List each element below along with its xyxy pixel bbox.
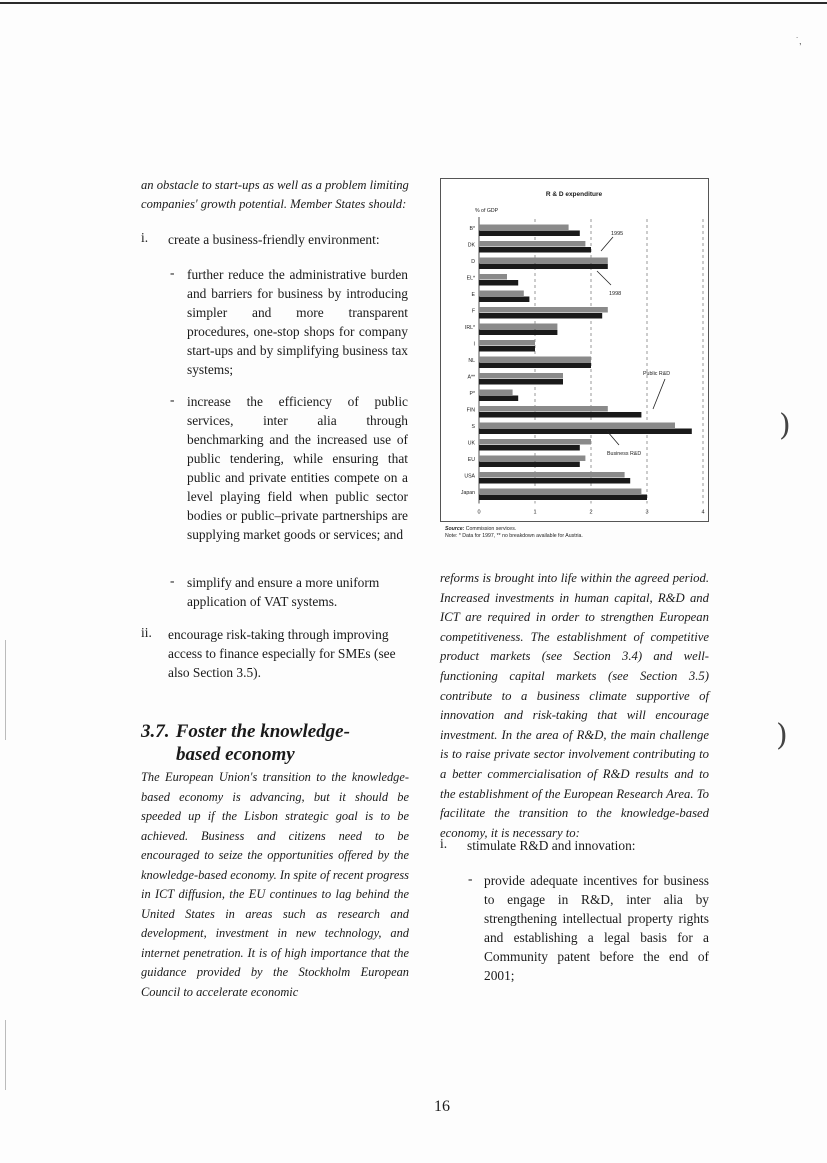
category-label: USA (464, 473, 475, 480)
bar-1995 (479, 307, 608, 313)
x-tick-label: 4 (701, 509, 705, 516)
list-label: ii. (141, 625, 152, 640)
bar-1998 (479, 297, 529, 303)
bar-1998 (479, 247, 591, 253)
chart-title: R & D expenditure (545, 191, 603, 198)
chart-source (445, 526, 583, 540)
section-title-line1: Foster the knowledge- (175, 721, 350, 742)
category-label: DK (467, 242, 475, 249)
dash-bullet: - (468, 871, 473, 886)
source-label: Source: (445, 526, 465, 532)
category-label: EU (467, 457, 475, 463)
x-tick-label: 1 (533, 509, 537, 516)
category-label: F (471, 308, 475, 315)
annotation-business-rd: Business R&D (607, 451, 642, 457)
list-label: i. (440, 836, 448, 851)
section-number: 3.7. (141, 721, 170, 742)
category-label: I (473, 341, 475, 348)
category-label: E (471, 292, 475, 298)
chart (440, 178, 709, 522)
subitem-3: simplify and ensure a more uniform application of VAT systems. (187, 575, 380, 609)
chart-note: Note: * Data for 1997, ** no breakdown available for Austria. (445, 533, 583, 539)
bar-1995 (479, 225, 569, 231)
category-label: D (471, 259, 475, 265)
chart-ylabel: % of GDP (475, 208, 499, 214)
subitem-2: increase the efficiency of public services, inter alia through benchmarking and the increased use of public tendering, while ensuring that public and private entities compete on a level playing field when public sector bodies or public–private partnerships are supplying market goods or services; and (187, 394, 408, 542)
bar-1995 (479, 241, 585, 247)
arrow-1995 (601, 237, 613, 251)
scan-mark: ˙, (796, 36, 802, 46)
bar-1995 (479, 291, 524, 297)
category-label: EL* (466, 275, 475, 282)
bar-1998 (479, 264, 608, 270)
bar-1995 (479, 406, 608, 412)
page-number: 16 (434, 1098, 450, 1115)
arrow-1998 (597, 271, 611, 285)
source-text: Commission services. (465, 526, 517, 532)
bar-1995 (479, 423, 675, 429)
intro-text: an obstacle to start-ups as well as a problem limiting companies' growth potential. Member States should: (141, 178, 409, 211)
subitem-right: provide adequate incentives for business to engage in R&D, inter alia by strengthening intellectual property rights and establishing a legal basis for a Community patent before the end of 2001; (484, 873, 709, 983)
bar-1998 (479, 330, 557, 336)
bar-1995 (479, 489, 641, 495)
binding-hole-mark: ) (776, 718, 788, 753)
bar-1998 (479, 363, 591, 369)
top-border (0, 2, 827, 4)
bar-1998 (479, 313, 602, 319)
subitem-1: further reduce the administrative burden and barriers for business by introducing simpler and more transparent procedures, one-stop shops for company start-ups and by simplifying business tax systems; (187, 267, 408, 377)
bar-1998 (479, 445, 580, 451)
category-label: UK (467, 440, 475, 447)
section-heading (141, 720, 350, 766)
x-tick-label: 0 (477, 509, 481, 516)
list-item-text: encourage risk-taking through improving access to finance especially for SMEs (see also Section 3.5). (168, 627, 396, 680)
bar-1995 (479, 340, 535, 346)
section-title-line2: based economy (176, 744, 295, 765)
chart-svg (441, 179, 708, 521)
list-label: i. (141, 230, 149, 245)
bar-1998 (479, 462, 580, 468)
bar-1995 (479, 258, 608, 264)
bar-1998 (479, 429, 692, 435)
category-label: A** (467, 374, 475, 381)
scan-edge (5, 1020, 6, 1090)
bar-1995 (479, 324, 557, 330)
bar-1998 (479, 396, 518, 402)
bar-1995 (479, 357, 591, 363)
bar-1995 (479, 456, 585, 462)
dash-bullet: - (170, 573, 175, 588)
dash-bullet: - (170, 392, 175, 407)
bar-1995 (479, 390, 513, 396)
paragraph-left: The European Union's transition to the knowledge-based economy is advancing, but it should be speeded up if the Lisbon strategic goal is to be achieved. Business and citizens need to be encouraged to seize the opportunities offered by the knowledge-based economy. In spite of recent progress in ICT diffusion, the EU continues to lag behind the United States in areas such as research and development, investment in new technology, and internet penetration. It is of high importance that the guidance provided by the Stockholm European Council to accelerate economic (141, 770, 409, 999)
dash-bullet: - (170, 265, 175, 280)
annotation-1995: 1995 (611, 231, 624, 237)
list-item-text: stimulate R&D and innovation: (467, 838, 636, 853)
category-label: IRL* (464, 325, 475, 331)
bar-1995 (479, 439, 591, 445)
bar-1995 (479, 274, 507, 280)
scan-edge (5, 640, 6, 740)
binding-hole-mark: ) (779, 408, 791, 443)
bar-1998 (479, 280, 518, 286)
x-tick-label: 3 (645, 509, 649, 516)
annotation-1998: 1998 (609, 291, 622, 297)
arrow-public-rd (653, 379, 665, 409)
category-label: NL (468, 358, 475, 364)
bar-1998 (479, 379, 563, 385)
category-label: Japan (460, 490, 475, 496)
bar-1998 (479, 231, 580, 237)
category-label: B* (469, 226, 475, 232)
list-item-text: create a business-friendly environment: (168, 232, 380, 247)
category-label: S (471, 424, 475, 430)
bar-1998 (479, 412, 641, 418)
bar-1995 (479, 472, 625, 478)
annotation-public-rd: Public R&D (643, 371, 671, 377)
category-label: P* (469, 391, 475, 397)
category-label: FIN (466, 407, 475, 414)
x-tick-label: 2 (589, 509, 593, 516)
bar-1995 (479, 373, 563, 379)
bar-1998 (479, 478, 630, 484)
bar-1998 (479, 346, 535, 352)
paragraph-right: reforms is brought into life within the agreed period. Increased investments in human capital, R&D and ICT are required in order to strengthen European competitiveness. The establishment of competitive product markets (see Section 3.4) and well-functioning capital markets (see Section 3.5) contribute to a business climate supportive of innovation and risk-taking that will encourage investment. In the area of R&D, the main challenge is to raise private sector involvement contributing to a better commercialisation of R&D results and to the establishment of the European Research Area. To facilitate the transition to the knowledge-based economy, it is necessary to: (440, 571, 709, 840)
bar-1998 (479, 495, 647, 501)
